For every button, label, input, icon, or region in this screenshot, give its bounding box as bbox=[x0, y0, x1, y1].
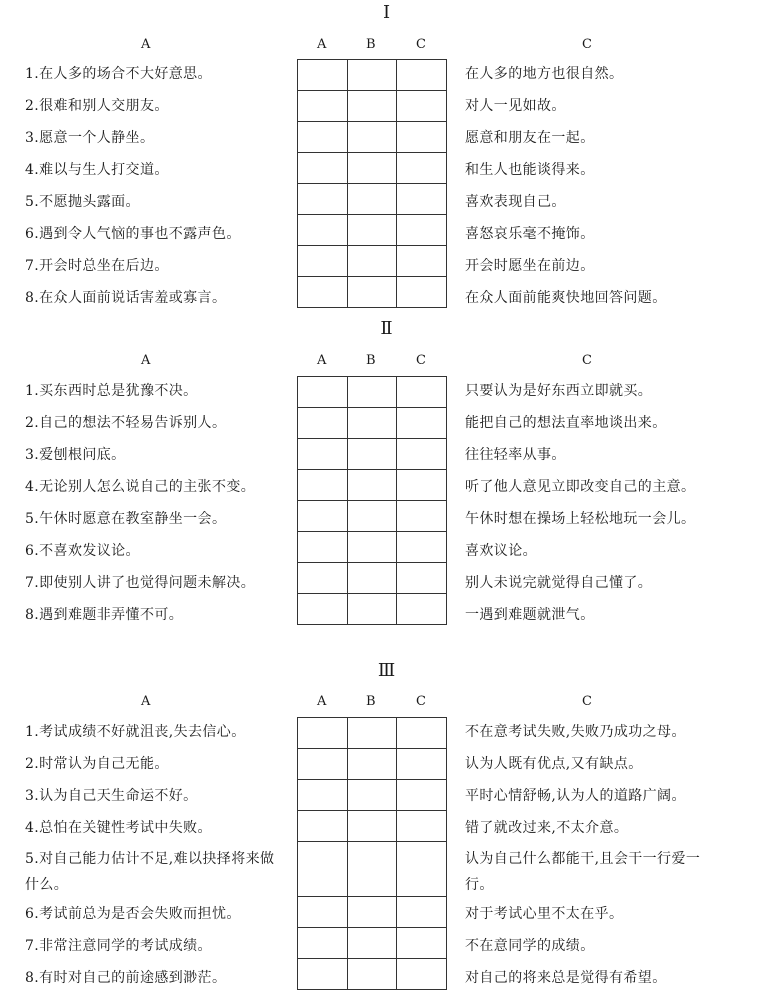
grid-row bbox=[298, 780, 447, 811]
choice-a-cell[interactable] bbox=[298, 897, 348, 928]
choice-b-cell[interactable] bbox=[347, 122, 397, 153]
choice-c-cell[interactable] bbox=[397, 928, 447, 959]
answer-grid bbox=[297, 376, 447, 625]
choice-c-cell[interactable] bbox=[397, 501, 447, 532]
answer-right: 对人一见如故。 bbox=[465, 98, 566, 114]
grid-row bbox=[298, 439, 447, 470]
question-left: 1.在人多的场合不大好意思。 bbox=[25, 66, 212, 82]
choice-a-cell[interactable] bbox=[298, 718, 348, 749]
answer-right: 喜欢表现自己。 bbox=[465, 194, 566, 210]
answer-right: 一遇到难题就泄气。 bbox=[465, 607, 595, 623]
question-left: 7.非常注意同学的考试成绩。 bbox=[25, 938, 212, 954]
grid-row bbox=[298, 60, 447, 91]
answer-right: 不在意同学的成绩。 bbox=[465, 938, 595, 954]
choice-b-cell[interactable] bbox=[347, 501, 397, 532]
grid-row bbox=[298, 184, 447, 215]
choice-b-cell[interactable] bbox=[347, 842, 397, 897]
question-left: 7.开会时总坐在后边。 bbox=[25, 258, 169, 274]
grid-row bbox=[298, 897, 447, 928]
col-header-c: C bbox=[416, 37, 426, 52]
choice-c-cell[interactable] bbox=[397, 439, 447, 470]
grid-row bbox=[298, 749, 447, 780]
question-left: 6.考试前总为是否会失败而担忧。 bbox=[25, 906, 241, 922]
choice-c-cell[interactable] bbox=[397, 60, 447, 91]
choice-b-cell[interactable] bbox=[347, 532, 397, 563]
grid-row bbox=[298, 470, 447, 501]
choice-c-cell[interactable] bbox=[397, 122, 447, 153]
question-left: 3.爱刨根问底。 bbox=[25, 447, 126, 463]
grid-row bbox=[298, 928, 447, 959]
question-left: 8.遇到难题非弄懂不可。 bbox=[25, 607, 184, 623]
question-left: 7.即使别人讲了也觉得问题未解决。 bbox=[25, 575, 256, 591]
question-left: 3.愿意一个人静坐。 bbox=[25, 130, 155, 146]
choice-a-cell[interactable] bbox=[298, 277, 348, 308]
choice-c-cell[interactable] bbox=[397, 377, 447, 408]
answer-right: 对自己的将来总是觉得有希望。 bbox=[465, 970, 667, 986]
answer-grid bbox=[297, 717, 447, 990]
choice-a-cell[interactable] bbox=[298, 60, 348, 91]
choice-b-cell[interactable] bbox=[347, 470, 397, 501]
choice-b-cell[interactable] bbox=[347, 563, 397, 594]
col-header-a: A bbox=[317, 353, 327, 368]
answer-grid bbox=[297, 59, 447, 308]
question-left: 4.总怕在关键性考试中失败。 bbox=[25, 820, 212, 836]
col-header-left: A bbox=[141, 37, 151, 52]
choice-a-cell[interactable] bbox=[298, 594, 348, 625]
question-left: 4.无论别人怎么说自己的主张不变。 bbox=[25, 479, 256, 495]
question-left: 5.午休时愿意在教室静坐一会。 bbox=[25, 511, 227, 527]
question-left: 1.考试成绩不好就沮丧,失去信心。 bbox=[25, 724, 246, 740]
choice-a-cell[interactable] bbox=[298, 377, 348, 408]
choice-b-cell[interactable] bbox=[347, 594, 397, 625]
question-left: 2.很难和别人交朋友。 bbox=[25, 98, 169, 114]
choice-b-cell[interactable] bbox=[347, 439, 397, 470]
question-left: 5.不愿抛头露面。 bbox=[25, 194, 140, 210]
grid-row bbox=[298, 215, 447, 246]
col-header-c: C bbox=[416, 353, 426, 368]
question-left: 2.时常认为自己无能。 bbox=[25, 756, 169, 772]
choice-c-cell[interactable] bbox=[397, 842, 447, 897]
grid-row bbox=[298, 811, 447, 842]
choice-a-cell[interactable] bbox=[298, 563, 348, 594]
answer-right: 开会时愿坐在前边。 bbox=[465, 258, 595, 274]
choice-b-cell[interactable] bbox=[347, 959, 397, 990]
choice-c-cell[interactable] bbox=[397, 811, 447, 842]
answer-right: 愿意和朋友在一起。 bbox=[465, 130, 595, 146]
choice-b-cell[interactable] bbox=[347, 780, 397, 811]
grid-row bbox=[298, 501, 447, 532]
choice-c-cell[interactable] bbox=[397, 594, 447, 625]
choice-b-cell[interactable] bbox=[347, 718, 397, 749]
choice-a-cell[interactable] bbox=[298, 470, 348, 501]
col-header-b: B bbox=[366, 353, 376, 368]
choice-c-cell[interactable] bbox=[397, 153, 447, 184]
answer-right: 只要认为是好东西立即就买。 bbox=[465, 383, 653, 399]
choice-c-cell[interactable] bbox=[397, 959, 447, 990]
answer-right: 喜怒哀乐毫不掩饰。 bbox=[465, 226, 595, 242]
choice-c-cell[interactable] bbox=[397, 563, 447, 594]
choice-a-cell[interactable] bbox=[298, 184, 348, 215]
grid-row bbox=[298, 532, 447, 563]
choice-c-cell[interactable] bbox=[397, 246, 447, 277]
choice-b-cell[interactable] bbox=[347, 246, 397, 277]
grid-row bbox=[298, 277, 447, 308]
choice-c-cell[interactable] bbox=[397, 91, 447, 122]
choice-b-cell[interactable] bbox=[347, 277, 397, 308]
choice-b-cell[interactable] bbox=[347, 408, 397, 439]
answer-right: 对于考试心里不太在乎。 bbox=[465, 906, 624, 922]
question-left: 6.遇到令人气恼的事也不露声色。 bbox=[25, 226, 241, 242]
answer-right: 别人未说完就觉得自己懂了。 bbox=[465, 575, 653, 591]
choice-c-cell[interactable] bbox=[397, 532, 447, 563]
grid-row bbox=[298, 718, 447, 749]
choice-a-cell[interactable] bbox=[298, 215, 348, 246]
grid-row bbox=[298, 153, 447, 184]
choice-a-cell[interactable] bbox=[298, 408, 348, 439]
grid-row bbox=[298, 246, 447, 277]
choice-c-cell[interactable] bbox=[397, 215, 447, 246]
answer-right: 认为自己什么都能干,且会干一行爱一行。 bbox=[465, 851, 701, 893]
grid-row bbox=[298, 408, 447, 439]
col-header-left: A bbox=[141, 353, 151, 368]
choice-c-cell[interactable] bbox=[397, 780, 447, 811]
question-left: 6.不喜欢发议论。 bbox=[25, 543, 140, 559]
grid-row bbox=[298, 842, 447, 897]
choice-a-cell[interactable] bbox=[298, 532, 348, 563]
choice-b-cell[interactable] bbox=[347, 153, 397, 184]
question-left: 1.买东西时总是犹豫不决。 bbox=[25, 383, 198, 399]
answer-right: 错了就改过来,不太介意。 bbox=[465, 820, 629, 836]
choice-b-cell[interactable] bbox=[347, 60, 397, 91]
question-left: 8.在众人面前说话害羞或寡言。 bbox=[25, 290, 227, 306]
choice-a-cell[interactable] bbox=[298, 780, 348, 811]
choice-b-cell[interactable] bbox=[347, 215, 397, 246]
choice-c-cell[interactable] bbox=[397, 897, 447, 928]
choice-a-cell[interactable] bbox=[298, 928, 348, 959]
section-title: Ⅲ bbox=[377, 660, 396, 681]
choice-a-cell[interactable] bbox=[298, 91, 348, 122]
col-header-c: C bbox=[416, 694, 426, 709]
choice-b-cell[interactable] bbox=[347, 377, 397, 408]
answer-right: 认为人既有优点,又有缺点。 bbox=[465, 756, 643, 772]
choice-c-cell[interactable] bbox=[397, 408, 447, 439]
answer-right: 喜欢议论。 bbox=[465, 543, 537, 559]
choice-a-cell[interactable] bbox=[298, 501, 348, 532]
answer-right: 和生人也能谈得来。 bbox=[465, 162, 595, 178]
choice-a-cell[interactable] bbox=[298, 842, 348, 897]
col-header-right: C bbox=[582, 353, 592, 368]
question-left: 4.难以与生人打交道。 bbox=[25, 162, 169, 178]
grid-row bbox=[298, 594, 447, 625]
section-title: Ⅱ bbox=[380, 318, 393, 339]
choice-b-cell[interactable] bbox=[347, 897, 397, 928]
choice-b-cell[interactable] bbox=[347, 184, 397, 215]
col-header-a: A bbox=[317, 694, 327, 709]
question-left: 8.有时对自己的前途感到渺茫。 bbox=[25, 970, 227, 986]
question-left: 2.自己的想法不轻易告诉别人。 bbox=[25, 415, 227, 431]
answer-right: 午休时想在操场上轻松地玩一会儿。 bbox=[465, 511, 696, 527]
grid-row bbox=[298, 563, 447, 594]
choice-c-cell[interactable] bbox=[397, 184, 447, 215]
grid-row bbox=[298, 122, 447, 153]
grid-row bbox=[298, 959, 447, 990]
choice-a-cell[interactable] bbox=[298, 811, 348, 842]
choice-a-cell[interactable] bbox=[298, 749, 348, 780]
choice-c-cell[interactable] bbox=[397, 277, 447, 308]
grid-row bbox=[298, 91, 447, 122]
col-header-left: A bbox=[141, 694, 151, 709]
choice-a-cell[interactable] bbox=[298, 246, 348, 277]
answer-right: 在众人面前能爽快地回答问题。 bbox=[465, 290, 667, 306]
col-header-a: A bbox=[317, 37, 327, 52]
question-left: 3.认为自己天生命运不好。 bbox=[25, 788, 198, 804]
choice-c-cell[interactable] bbox=[397, 470, 447, 501]
choice-b-cell[interactable] bbox=[347, 928, 397, 959]
answer-right: 听了他人意见立即改变自己的主意。 bbox=[465, 479, 696, 495]
choice-a-cell[interactable] bbox=[298, 122, 348, 153]
answer-right: 平时心情舒畅,认为人的道路广阔。 bbox=[465, 788, 686, 804]
grid-row bbox=[298, 377, 447, 408]
question-left: 5.对自己能力估计不足,难以抉择将来做什么。 bbox=[25, 851, 275, 893]
answer-right: 不在意考试失败,失败乃成功之母。 bbox=[465, 724, 686, 740]
answer-right: 在人多的地方也很自然。 bbox=[465, 66, 624, 82]
choice-c-cell[interactable] bbox=[397, 718, 447, 749]
choice-b-cell[interactable] bbox=[347, 749, 397, 780]
choice-c-cell[interactable] bbox=[397, 749, 447, 780]
choice-a-cell[interactable] bbox=[298, 959, 348, 990]
col-header-right: C bbox=[582, 694, 592, 709]
section-title: Ⅰ bbox=[382, 2, 391, 23]
answer-right: 往往轻率从事。 bbox=[465, 447, 566, 463]
col-header-b: B bbox=[366, 694, 376, 709]
answer-right: 能把自己的想法直率地谈出来。 bbox=[465, 415, 667, 431]
col-header-b: B bbox=[366, 37, 376, 52]
choice-a-cell[interactable] bbox=[298, 439, 348, 470]
choice-a-cell[interactable] bbox=[298, 153, 348, 184]
choice-b-cell[interactable] bbox=[347, 91, 397, 122]
choice-b-cell[interactable] bbox=[347, 811, 397, 842]
col-header-right: C bbox=[582, 37, 592, 52]
